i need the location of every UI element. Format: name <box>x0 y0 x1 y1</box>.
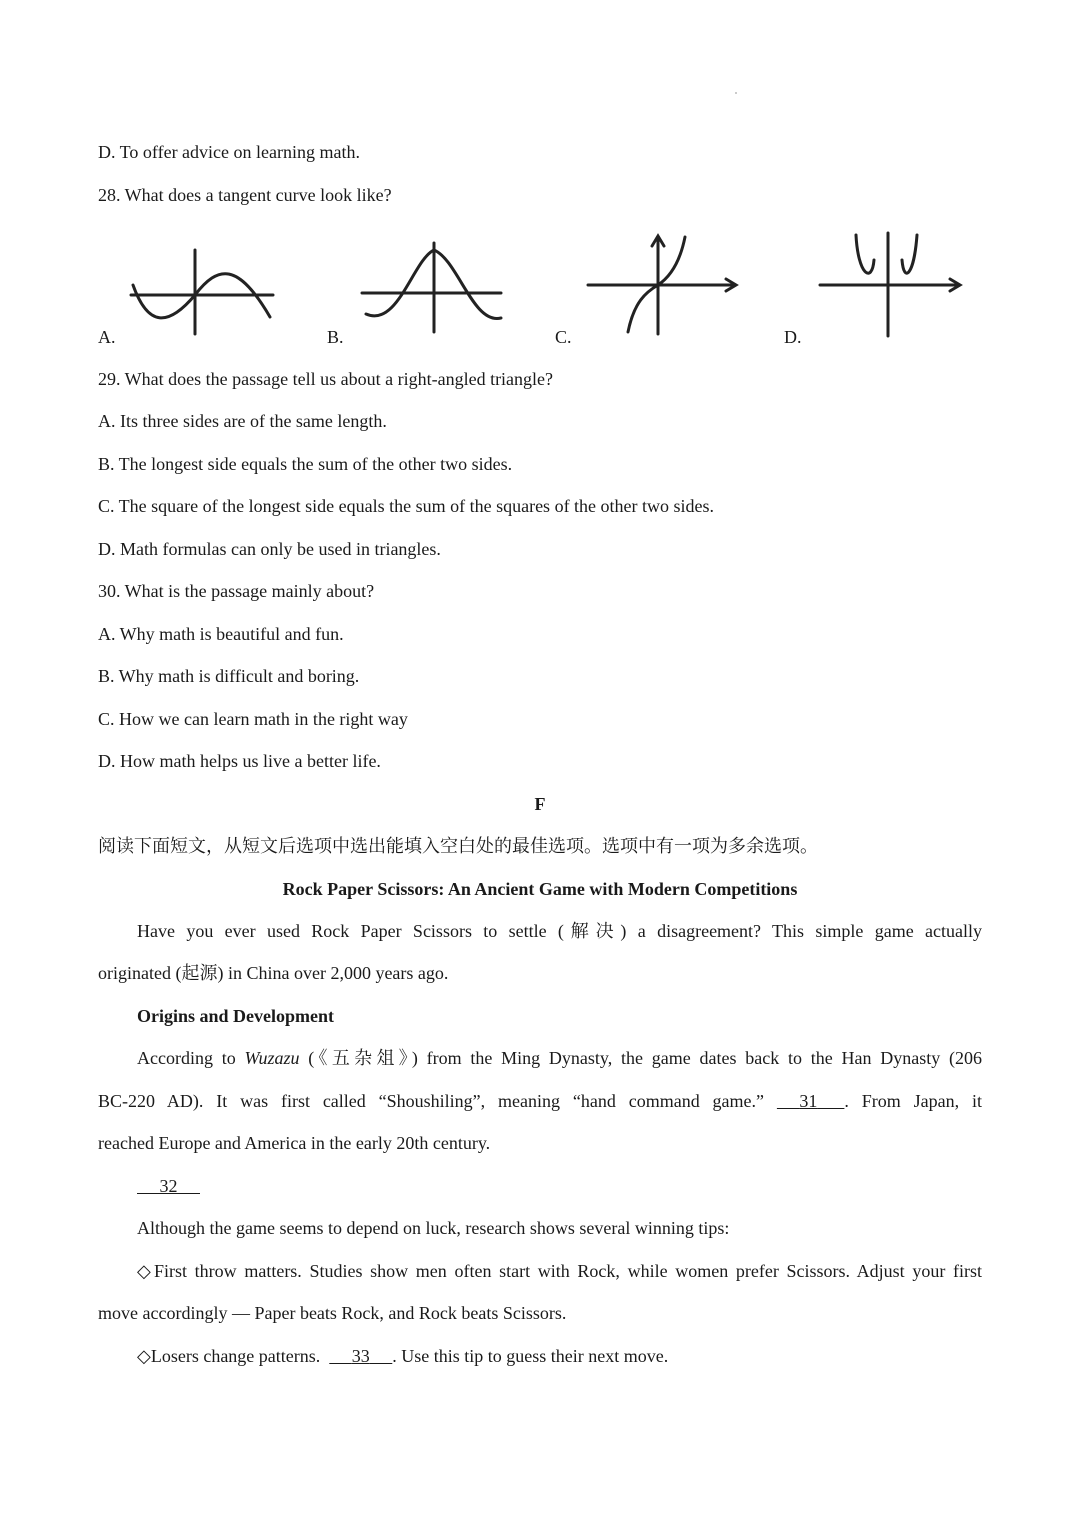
passage-title: Rock Paper Scissors: An Ancient Game with Modern Competitions <box>282 879 798 899</box>
q29-option-a: A. Its three sides are of the same length. <box>98 411 387 431</box>
q28-question: 28. What does a tangent curve look like? <box>98 185 392 205</box>
graph-label-b: B. <box>327 327 344 347</box>
scan-speck <box>735 92 737 94</box>
blank-33: 33 <box>351 1346 370 1366</box>
graph-option-c <box>584 232 744 340</box>
q29-question: 29. What does the passage tell us about a right-angled triangle? <box>98 369 554 389</box>
section-instruction: 阅读下面短文，从短文后选项中选出能填入空白处的最佳选项。选项中有一项为多余选项。 <box>98 836 818 856</box>
paragraph-3: Although the game seems to depend on luck, research shows several winning tips: <box>137 1218 730 1238</box>
blank-31: 31 <box>799 1091 818 1111</box>
paragraph-2-line-3: reached Europe and America in the early 20th century. <box>98 1133 491 1153</box>
graph-option-a <box>128 247 278 337</box>
graph-label-a: A. <box>98 327 116 347</box>
graph-label-c: C. <box>555 327 572 347</box>
blank-32: 32 <box>159 1176 178 1196</box>
q29-option-b: B. The longest side equals the sum of the other two sides. <box>98 454 513 474</box>
tip-1-line-1: ◇First throw matters. Studies show men often start with Rock, while women prefer Scissors. Adjust your first <box>137 1261 982 1281</box>
book-title: Wuzazu <box>244 1048 300 1068</box>
q30-option-a: A. Why math is beautiful and fun. <box>98 624 344 644</box>
paragraph-2-line-1: According to Wuzazu (《五杂俎》) from the Ming Dynasty, the game dates back to the Han Dynasty (206 <box>137 1048 982 1068</box>
q27-option-d: D. To offer advice on learning math. <box>98 142 360 162</box>
q29-option-c: C. The square of the longest side equals the sum of the squares of the other two sides. <box>98 496 715 516</box>
paragraph-1-line-1: Have you ever used Rock Paper Scissors to settle (解决) a disagreement? This simple game actually <box>137 921 982 941</box>
q30-option-b: B. Why math is difficult and boring. <box>98 666 360 686</box>
q30-option-d: D. How math helps us live a better life. <box>98 751 381 771</box>
graph-label-d: D. <box>784 327 802 347</box>
q29-option-d: D. Math formulas can only be used in triangles. <box>98 539 441 559</box>
q30-question: 30. What is the passage mainly about? <box>98 581 375 601</box>
section-letter: F <box>534 794 546 814</box>
tip-2: ◇Losers change patterns. 33 . Use this tip to guess their next move. <box>137 1346 669 1366</box>
q30-option-c: C. How we can learn math in the right way <box>98 709 408 729</box>
graph-option-d <box>816 230 968 340</box>
tip-1-line-2: move accordingly — Paper beats Rock, and Rock beats Scissors. <box>98 1303 567 1323</box>
graph-option-b <box>358 240 508 335</box>
blank-32-heading <box>137 1175 200 1197</box>
paragraph-2-line-2: BC-220 AD). It was first called “Shoushiling”, meaning “hand command game.” 31 . From Japan, it <box>98 1091 982 1111</box>
section-heading-origins: Origins and Development <box>137 1006 335 1026</box>
paragraph-1-line-2: originated (起源) in China over 2,000 years ago. <box>98 963 449 983</box>
